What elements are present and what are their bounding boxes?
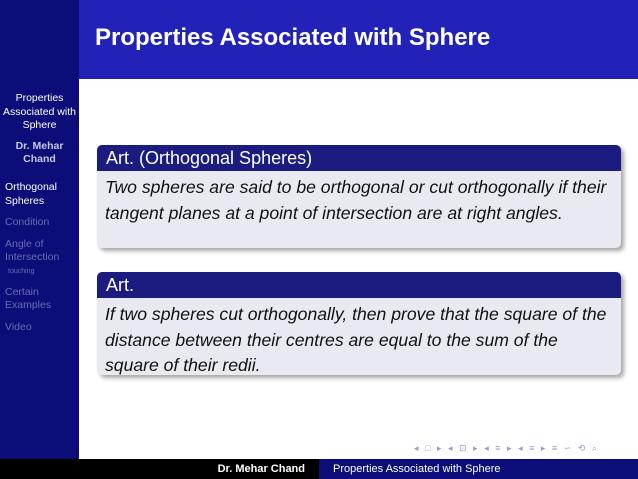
nav-subsection-icon[interactable]: ⊡ — [459, 443, 467, 453]
nav-section-icon[interactable]: ≡ — [495, 443, 501, 453]
sidebar-item-video[interactable]: Video — [5, 320, 32, 333]
nav-frame-icon[interactable]: □ — [425, 443, 431, 453]
footer-title: Properties Associated with Sphere — [319, 459, 638, 479]
nav-next-icon[interactable]: ▸ — [437, 443, 442, 453]
page-title: Properties Associated with Sphere — [95, 24, 491, 51]
sidebar — [0, 0, 79, 459]
block-body: Two spheres are said to be orthogonal or cut orthogonally if their tangent planes at a point of intersection are at right angles. — [105, 177, 607, 223]
definition-block — [97, 145, 621, 248]
sidebar-item-orthogonal-spheres[interactable]: Orthogonal Spheres — [5, 181, 57, 207]
theorem-block — [97, 272, 621, 375]
footer — [0, 459, 638, 479]
nav-undo-icon[interactable]: ⟲ — [577, 443, 586, 453]
nav-prev-icon[interactable]: ◂ — [484, 443, 489, 453]
sidebar-author[interactable]: Dr. Mehar Chand — [15, 140, 64, 165]
nav-search-icon[interactable]: ⌕ — [591, 443, 597, 453]
sidebar-nav — [5, 181, 77, 342]
nav-document-icon[interactable]: ≡ — [529, 443, 535, 453]
nav-prev-icon[interactable]: ◂ — [448, 443, 453, 453]
sidebar-subitem-touching[interactable]: touching — [8, 267, 35, 275]
nav-align-icon[interactable]: ≡ — [551, 443, 558, 453]
nav-next-icon[interactable]: ▸ — [507, 443, 512, 453]
sidebar-item-angle-of-intersection[interactable]: Angle of Intersection — [5, 237, 60, 263]
footer-author: Dr. Mehar Chand — [0, 459, 319, 479]
block-title: Art. (Orthogonal Spheres) — [97, 145, 621, 171]
block-title: Art. — [97, 272, 621, 298]
nav-next-icon[interactable]: ▸ — [540, 443, 546, 453]
sidebar-item-certain-examples[interactable]: Certain Examples — [5, 285, 52, 311]
sidebar-title[interactable]: Properties Associated with Sphere — [3, 92, 76, 131]
sidebar-item-condition[interactable]: Condition — [5, 216, 50, 228]
nav-back-icon[interactable]: ∽ — [563, 443, 572, 453]
nav-prev-icon[interactable]: ◂ — [414, 443, 419, 453]
nav-prev-icon[interactable]: ◂ — [518, 443, 523, 453]
block-body: If two spheres cut orthogonally, then prove that the square of the distance between their centres are equal to the sum of the square of their redii. — [105, 304, 607, 375]
nav-next-icon[interactable]: ▸ — [473, 443, 478, 453]
beamer-navigation-controls — [414, 441, 601, 455]
